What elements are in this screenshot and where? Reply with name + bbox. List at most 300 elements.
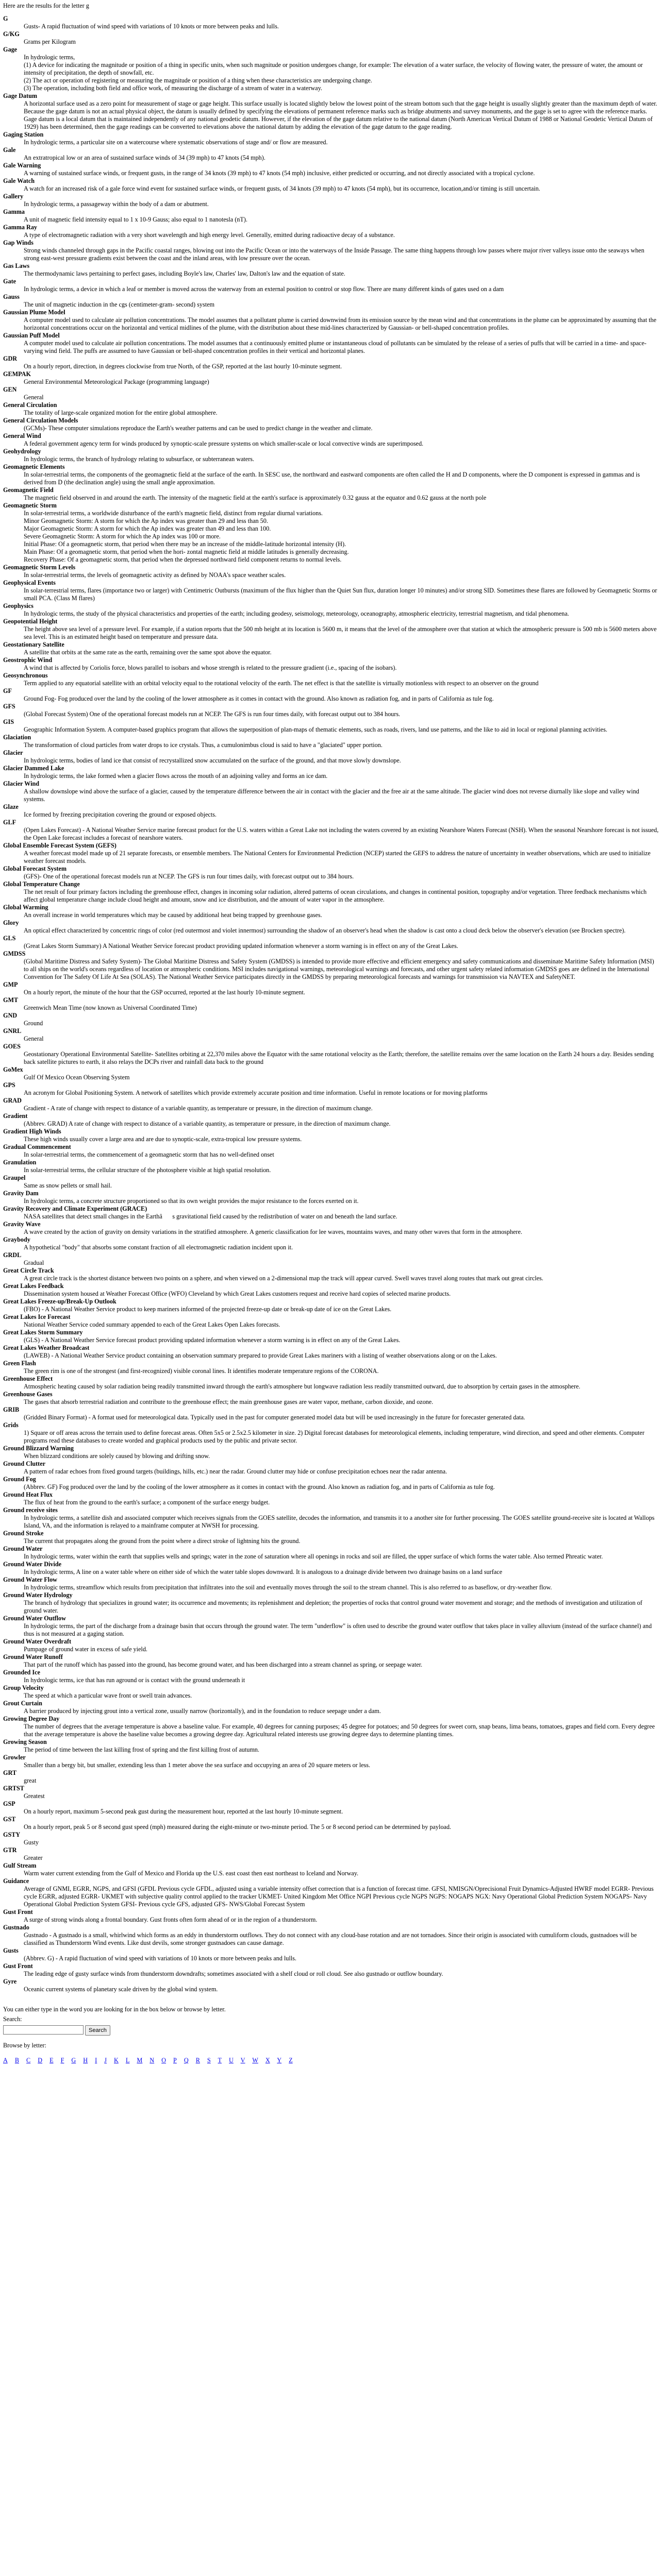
glossary-definition: Ground Fog- Fog produced over the land by the cooling of the lower atmosphere as it comes in contact with the ground. Also known as radiation fog, and in parts of California as tule fog. bbox=[24, 695, 494, 702]
glossary-definition: The period of time between the last killing frost of spring and the first killing frost of autumn. bbox=[24, 1746, 259, 1753]
glossary-entry bbox=[3, 1715, 659, 1738]
glossary-entry bbox=[3, 1754, 659, 1769]
glossary-definition: In solar-terrestrial terms, the components of the geomagnetic field at the surface of the earth. In SESC use, the northward and eastward components are often called the H and D components, where the D component is expressed in gammas and is derived from D (the declination angle) using the small angle approximation. bbox=[24, 471, 640, 486]
glossary-entry bbox=[3, 146, 659, 162]
glossary-definition: The unit of magnetic induction in the cgs (centimeter-gram- second) system bbox=[24, 301, 215, 308]
glossary-definition: General bbox=[24, 1035, 44, 1042]
glossary-term: GoMex bbox=[3, 1066, 23, 1073]
glossary-entry bbox=[3, 1561, 659, 1576]
results-intro: Here are the results for the letter g bbox=[3, 2, 89, 9]
glossary-definition: An extratropical low or an area of sustained surface winds of 34 (39 mph) to 47 knots (54 mph). bbox=[24, 154, 266, 161]
glossary-definition: Geographic Information System. A computer-based graphics program that allows the superposition of plan-maps of thematic elements, such as roads, rivers, land use patterns, and the like to aid in local or regional planning activities. bbox=[24, 726, 607, 733]
glossary-definition: great bbox=[24, 1777, 37, 1784]
glossary-entry bbox=[3, 1576, 659, 1591]
glossary-term: Ground Water bbox=[3, 1545, 43, 1552]
glossary-term: Glory bbox=[3, 919, 19, 926]
letter-link-v[interactable]: V bbox=[240, 2057, 245, 2064]
glossary-definition: (Abbrev. G) - A rapid fluctuation of wind speed with variations of 10 knots or more between peaks and lulls. bbox=[24, 1955, 296, 1962]
glossary-definition: (Gridded Binary Format) - A format used for meteorological data. Typically used in the past for computer generated model data but will be used increasingly in the future for forecaster generated data. bbox=[24, 1414, 525, 1421]
glossary-definition: Ice formed by freezing precipitation covering the ground or exposed objects. bbox=[24, 811, 217, 818]
glossary-definition: (Global Forecast System) One of the operational forecast models run at NCEP. The GFS is run four times daily, with forecast output out to 384 hours. bbox=[24, 710, 401, 718]
glossary-definition: The number of degrees that the average temperature is above a baseline value. For example, 40 degrees for canning purposes; 45 degree for potatoes; and 50 degrees for sweet corn, snap beans, lima beans, tomatoes, grapes and field corn. Every degree that the average temperature is above the baseline value becomes a growing degree day. Agricultural related interests use growing degree days to determine planting times. bbox=[24, 1723, 655, 1738]
glossary-term: GF bbox=[3, 687, 12, 694]
glossary-entry bbox=[3, 803, 659, 819]
glossary-term: Geopotential Height bbox=[3, 618, 58, 625]
glossary-term: Gulf Stream bbox=[3, 1862, 37, 1869]
glossary-term: GSP bbox=[3, 1800, 15, 1807]
glossary-term: Great Lakes Storm Summary bbox=[3, 1329, 83, 1336]
glossary-term: G/KG bbox=[3, 30, 20, 38]
glossary-term: Gaging Station bbox=[3, 131, 44, 138]
glossary-term: Gyre bbox=[3, 1978, 17, 1985]
glossary-term: Grids bbox=[3, 1421, 19, 1429]
glossary-term: Glacier Wind bbox=[3, 780, 40, 787]
glossary-entry bbox=[3, 448, 659, 463]
glossary-definition: In hydrologic terms, streamflow which results from precipitation that infiltrates into the soil and eventually moves through the soil to the stream channel. This is also referred to as baseflow, or dry-weather flow. bbox=[24, 1584, 552, 1591]
glossary-entry bbox=[3, 1097, 659, 1112]
glossary-term: GNRL bbox=[3, 1027, 22, 1035]
glossary-term: Geohydrology bbox=[3, 448, 41, 455]
glossary-entry bbox=[3, 1908, 659, 1924]
letter-link-q[interactable]: Q bbox=[184, 2057, 189, 2064]
glossary-term: Gas Laws bbox=[3, 262, 30, 269]
letter-link-z[interactable]: Z bbox=[289, 2057, 293, 2064]
letter-link-f[interactable]: F bbox=[60, 2057, 64, 2064]
glossary-definition: (LAWEB) - A National Weather Service product containing an observation summary prepared to provide Great Lakes mariners with a listing of weather observations along or on the Lakes. bbox=[24, 1352, 497, 1359]
glossary-definition: The transformation of cloud particles from water drops to ice crystals. Thus, a cumulonimbus cloud is said to have a "glaciated" upper portion. bbox=[24, 741, 383, 749]
glossary-term: Geomagnetic Storm bbox=[3, 502, 57, 509]
glossary-term: Gravity Dam bbox=[3, 1190, 39, 1197]
glossary-entry bbox=[3, 293, 659, 309]
glossary-entry bbox=[3, 1406, 659, 1421]
glossary-definition: The current that propagates along the ground from the point where a direct stroke of lightning hits the ground. bbox=[24, 1537, 301, 1545]
glossary-entry bbox=[3, 1615, 659, 1638]
glossary-entry bbox=[3, 1785, 659, 1800]
glossary-entry bbox=[3, 486, 659, 502]
glossary-entry bbox=[3, 734, 659, 749]
glossary-entry bbox=[3, 865, 659, 880]
glossary-term: GRIB bbox=[3, 1406, 20, 1413]
glossary-entry bbox=[3, 1491, 659, 1506]
glossary-term: Ground Water Overdraft bbox=[3, 1638, 72, 1645]
glossary-entry bbox=[3, 1081, 659, 1097]
letter-link-w[interactable]: W bbox=[252, 2057, 258, 2064]
glossary-definition: An optical effect characterized by concentric rings of color (red outermost and violet innermost) surrounding the shadow of an observer's head when the shadow is cast onto a cloud deck below the observer's elevation (see Brocken spectre). bbox=[24, 927, 626, 934]
glossary-term: Ground Heat Flux bbox=[3, 1491, 53, 1498]
glossary-entry bbox=[3, 278, 659, 293]
glossary-definition: A great circle track is the shortest distance between two points on a sphere, and when viewed on a 2-dimensional map the track will appear curved. Swell waves travel along routes that mark out great circles. bbox=[24, 1275, 543, 1282]
glossary-definition: A horizontal surface used as a zero point for measurement of stage or gage height. This surface usually is located slightly below the lowest point of the stream bottom such that the gage height is usually slightly greater than the maximum depth of water. Because the gage datum is not an actual physical object, the datum is usually defined by specifying the elevations of permanent reference marks such as bridge abutments and survey monuments, and the gage is set to agree with the reference marks. Gage datum is a local datum that is maintained independently of any national geodetic datum. However, if the elevation of the gage datum relative to the national datum (North American Vertical Datum of 1988 or National Geodetic Vertical Datum of 1929) has been determined, then the gage readings can be converted to elevations above the national datum by adding the elevation of the gage datum to the gage reading. bbox=[24, 100, 657, 130]
glossary-term: Geomagnetic Elements bbox=[3, 463, 65, 470]
glossary-term: Gradient bbox=[3, 1112, 28, 1120]
glossary-term: Gale bbox=[3, 146, 16, 154]
glossary-entry bbox=[3, 981, 659, 996]
glossary-term: Ground Clutter bbox=[3, 1460, 46, 1467]
glossary-entry bbox=[3, 30, 659, 46]
glossary-entry bbox=[3, 162, 659, 177]
glossary-definition: Oceanic current systems of planetary scale driven by the global wind system. bbox=[24, 1986, 218, 1993]
glossary-definition: In solar-terrestrial terms, flares (importance two or larger) with Centimetric Outbursts (maximum of the flux higher than the Quiet Sun flux, duration longer 10 minutes) and/or strong SID. Sometimes these flares are followed by Geomagnetic Storms or small PCA. (Class M flares) bbox=[24, 587, 657, 602]
glossary-entry bbox=[3, 1877, 659, 1908]
glossary-term: Graupel bbox=[3, 1174, 26, 1181]
glossary-term: GRT bbox=[3, 1769, 16, 1776]
glossary-entry bbox=[3, 1375, 659, 1391]
glossary-definition: Gulf Of Mexico Ocean Observing System bbox=[24, 1074, 130, 1081]
letter-link-k[interactable]: K bbox=[114, 2057, 119, 2064]
glossary-entry bbox=[3, 1460, 659, 1476]
glossary-entry bbox=[3, 1298, 659, 1313]
glossary-term: GMP bbox=[3, 981, 18, 988]
glossary-term: Gamma bbox=[3, 208, 25, 215]
glossary-definition: These high winds usually cover a large area and are due to synoptic-scale, extra-tropical low pressure systems. bbox=[24, 1136, 302, 1143]
glossary-definition: In hydrologic terms, the branch of hydrology relating to subsurface, or subterranean waters. bbox=[24, 455, 255, 463]
glossary-entry bbox=[3, 1313, 659, 1329]
glossary-entry bbox=[3, 1962, 659, 1978]
glossary-term: Geomagnetic Storm Levels bbox=[3, 564, 76, 571]
glossary-definition: The totality of large-scale organized motion for the entire global atmosphere. bbox=[24, 409, 218, 416]
glossary-definition: The green rim is one of the strongest (and first-recognized) visible coronal lines. It identifies moderate temperature regions of the CORONA. bbox=[24, 1367, 379, 1375]
glossary-term: GIS bbox=[3, 718, 14, 725]
browse-label: Browse by letter: bbox=[3, 2042, 46, 2049]
glossary-entry bbox=[3, 919, 659, 935]
search-section bbox=[3, 2006, 659, 2064]
glossary-term: Group Velocity bbox=[3, 1684, 44, 1691]
glossary-term: Gradual Commencement bbox=[3, 1143, 71, 1150]
glossary-definition: In solar-terrestrial terms, the commencement of a geomagnetic storm that has no well-defined onset bbox=[24, 1151, 274, 1158]
glossary-term: Gustnado bbox=[3, 1924, 29, 1931]
glossary-term: Grounded Ice bbox=[3, 1669, 40, 1676]
glossary-term: Ground Water Hydrology bbox=[3, 1591, 73, 1599]
letter-link-g[interactable]: G bbox=[71, 2057, 76, 2064]
letter-link-j[interactable]: J bbox=[104, 2057, 107, 2064]
glossary-definition: In hydrologic terms, the study of the physical characteristics and properties of the earth; including geodesy, seismology, meteorology, oceanography, atmospheric electricity, terrestrial magnetism, and tidal phenomena. bbox=[24, 610, 569, 617]
letter-link-h[interactable]: H bbox=[83, 2057, 88, 2064]
glossary-definition: The net result of four primary factors including the greenhouse effect, changes in incoming solar radiation, altered patterns of ocean circulations, and changes in continental position, topography and/or vegetation. Three feedback mechanisms which affect global temperature change include cloud height and amount, snow and ice distribution, and the amount of water vapor in the atmosphere. bbox=[24, 888, 647, 903]
glossary-term: Greenhouse Gases bbox=[3, 1391, 53, 1398]
glossary-term: Global Warming bbox=[3, 904, 48, 911]
letter-link-b[interactable]: B bbox=[14, 2057, 19, 2064]
glossary-definition: The leading edge of gusty surface winds from thunderstorm downdrafts; sometimes associated with a shelf cloud or roll cloud. See also gustnado or outflow boundary. bbox=[24, 1970, 443, 1977]
glossary-entry bbox=[3, 579, 659, 602]
glossary-entry bbox=[3, 1236, 659, 1251]
glossary-term: Glacier Dammed Lake bbox=[3, 765, 64, 772]
glossary-entry bbox=[3, 1221, 659, 1236]
glossary-entry bbox=[3, 193, 659, 208]
glossary-entry bbox=[3, 904, 659, 919]
glossary-entry bbox=[3, 1205, 659, 1221]
glossary-entry bbox=[3, 463, 659, 486]
glossary-entry bbox=[3, 672, 659, 687]
glossary-entry bbox=[3, 239, 659, 262]
glossary-entry bbox=[3, 262, 659, 278]
glossary-definition: The branch of hydrology that specializes in ground water; its occurrence and movements; its replenishment and depletion; the properties of rocks that control ground water movement and storage; and the methods of investigation and utilization of ground water. bbox=[24, 1599, 642, 1614]
glossary-entry bbox=[3, 1282, 659, 1298]
letter-link-i[interactable]: I bbox=[95, 2057, 97, 2064]
glossary-definition: A computer model used to calculate air pollution concentrations. The model assumes that a pollutant plume is carried downwind from its emission source by the mean wind and that concentrations in the plume can be approximated by assuming that the horizontal concentrations occur on the horizontal and vertical midlines of the plume, with the distribution about these mid-lines characterized by Gaussian- or bell-shaped concentration profiles. bbox=[24, 316, 657, 331]
glossary-entry bbox=[3, 1846, 659, 1862]
letter-link-p[interactable]: P bbox=[173, 2057, 177, 2064]
letter-link-x[interactable]: X bbox=[265, 2057, 270, 2064]
glossary-term: GRTST bbox=[3, 1785, 24, 1792]
glossary-definition: On a hourly report, maximum 5-second peak gust during the measurement hour, reported at the last hourly 10-minute segment. bbox=[24, 1808, 343, 1815]
glossary-term: Gale Warning bbox=[3, 162, 41, 169]
glossary-definition: In hydrologic terms, a concrete structure proportioned so that its own weight provides the major resistance to the forces exerted on it. bbox=[24, 1197, 359, 1205]
glossary-definition: On a hourly report, the minute of the hour that the GSP occurred, reported at the last hourly 10-minute segment. bbox=[24, 989, 305, 996]
glossary-definition: Greatest bbox=[24, 1792, 45, 1800]
glossary-definition: Gusts- A rapid fluctuation of wind speed with variations of 10 knots or more between peaks and lulls. bbox=[24, 23, 279, 30]
glossary-term: Global Forecast System bbox=[3, 865, 67, 872]
glossary-definition: Geostationary Operational Environmental Satellite- Satellites orbiting at 22,370 miles above the Equator with the same rotational velocity as the Earth; therefore, the satellite remains over the same location on the Earth 24 hours a day. Besides sending back satellite pictures to earth, it also relays the DCPs river and rainfall data back to the ground bbox=[24, 1050, 654, 1065]
glossary-entry bbox=[3, 1684, 659, 1700]
glossary-entry bbox=[3, 842, 659, 865]
glossary-term: Growing Degree Day bbox=[3, 1715, 60, 1722]
glossary-term: Great Circle Track bbox=[3, 1267, 54, 1274]
glossary-term: Geosynchronous bbox=[3, 672, 48, 679]
glossary-entry bbox=[3, 208, 659, 224]
glossary-definition: Strong winds channeled through gaps in the Pacific coastal ranges, blowing out into the Pacific Ocean or into the waterways of the Inside Passage. The same thing happens through low passes where major river valleys issue onto the seaways when strong east-west pressure gradients exist between the coast and the inland areas, with low pressure over the ocean. bbox=[24, 247, 644, 262]
glossary-definition: On a hourly report, peak 5 or 8 second gust speed (mph) measured during the eight-minute or two-minute period. The 5 or 8 second period can be determined by payload. bbox=[24, 1823, 451, 1831]
glossary-term: Glacier bbox=[3, 749, 23, 756]
glossary-term: GMDSS bbox=[3, 950, 26, 957]
glossary-entry bbox=[3, 749, 659, 765]
glossary-definition: A computer model used to calculate air pollution concentrations. The model assumes that a continuously emitted plume or instantaneous cloud of pollutants can be simulated by the release of a series of puffs that will be carried in a time- and space-varying wind field. The puffs are assumed to have Gaussian or bell-shaped concentration profiles in their vertical and horizontal planes. bbox=[24, 340, 647, 354]
glossary-definition: In hydrologic terms, the part of the discharge from a drainage basin that occurs through the ground water. The term "underflow" is often used to describe the ground water outflow that takes place in valley alluvium (instead of the surface channel) and thus is not measured at a gaging station. bbox=[24, 1622, 652, 1637]
glossary-entry bbox=[3, 1267, 659, 1282]
letter-link-y[interactable]: Y bbox=[277, 2057, 282, 2064]
glossary-term: GTR bbox=[3, 1846, 17, 1854]
glossary-term: Gap Winds bbox=[3, 239, 34, 246]
glossary-definition: A hypothetical "body" that absorbs some constant fraction of all electromagnetic radiation incident upon it. bbox=[24, 1244, 293, 1251]
letter-link-c[interactable]: C bbox=[26, 2057, 31, 2064]
glossary-definition: That part of the runoff which has passed into the ground, has become ground water, and has been discharged into a stream channel as spring, or seepage water. bbox=[24, 1661, 423, 1668]
glossary-definition: In hydrologic terms, a satellite dish and associated computer which receives signals from the GOES satellite, decodes the information, and transmits it to a another site for further processing. The GOES satellite ground-receive site is located at Wallops Island, VA, and the information is relayed to a mainframe computer at NWSH for processing. bbox=[24, 1514, 655, 1529]
letter-link-e[interactable]: E bbox=[49, 2057, 54, 2064]
glossary-entry bbox=[3, 718, 659, 734]
glossary-entry bbox=[3, 703, 659, 718]
glossary-entry bbox=[3, 1421, 659, 1445]
glossary-definition: A wind that is affected by Coriolis force, blows parallel to isobars and whose strength is related to the pressure gradient (i.e., spacing of the isobars). bbox=[24, 664, 397, 671]
glossary-entry bbox=[3, 1128, 659, 1143]
glossary-entry bbox=[3, 502, 659, 564]
glossary-term: Gage bbox=[3, 46, 18, 53]
glossary-entry bbox=[3, 432, 659, 448]
letter-link-l[interactable]: L bbox=[125, 2057, 130, 2064]
glossary-term: Ground Blizzard Warning bbox=[3, 1445, 74, 1452]
glossary-term: Gate bbox=[3, 278, 16, 285]
glossary-definition: A surge of strong winds along a frontal boundary. Gust fronts often form ahead of or in the region of a thunderstorm. bbox=[24, 1916, 318, 1923]
glossary-term: Glaze bbox=[3, 803, 19, 810]
glossary-definition: Atmospheric heating caused by solar radiation being readily transmitted inward through the earth's atmosphere but longwave radiation less readily transmitted outward, due to absorption by certain gases in the atmosphere. bbox=[24, 1383, 581, 1390]
letter-link-a[interactable]: A bbox=[3, 2057, 8, 2064]
glossary-entry bbox=[3, 1344, 659, 1360]
glossary-term: GLS bbox=[3, 935, 16, 942]
glossary-entry bbox=[3, 1978, 659, 1993]
glossary-term: Ground Water Divide bbox=[3, 1561, 62, 1568]
glossary-entry bbox=[3, 417, 659, 432]
glossary-entry bbox=[3, 1112, 659, 1128]
glossary-term: Geophysical Events bbox=[3, 579, 56, 586]
glossary-definition: General Environmental Meteorological Package (programming language) bbox=[24, 378, 209, 385]
glossary-definition: In hydrologic terms, bodies of land ice that consist of recrystallized snow accumulated on the surface of the ground, and that move slowly downslope. bbox=[24, 757, 401, 764]
glossary-entry bbox=[3, 780, 659, 803]
glossary-entry bbox=[3, 1669, 659, 1684]
glossary-entry bbox=[3, 687, 659, 703]
glossary-entry bbox=[3, 618, 659, 641]
glossary-definition: The height above sea level of a pressure level. For example, if a station reports that the 500 mb height at its location is 5600 m, it means that the level of the atmosphere over that station at which the atmospheric pressure is 500 mb is 5600 meters above sea level. This is an estimated height based on temperature and pressure data. bbox=[24, 625, 657, 640]
glossary-definition: Pumpage of ground water in excess of safe yield. bbox=[24, 1646, 147, 1653]
letter-link-r[interactable]: R bbox=[195, 2057, 200, 2064]
glossary-entry bbox=[3, 1027, 659, 1043]
glossary-term: Global Ensemble Forecast System (GEFS) bbox=[3, 842, 117, 849]
glossary-entry bbox=[3, 1506, 659, 1530]
search-input[interactable] bbox=[3, 2025, 84, 2035]
glossary-term: Ground Water Flow bbox=[3, 1576, 57, 1583]
glossary-definition: (GLS) - A National Weather Service forecast product providing updated information whenever a storm warning is in effect on any of the Great Lakes. bbox=[24, 1336, 401, 1344]
glossary-entry bbox=[3, 131, 659, 146]
glossary-definition: In hydrologic terms, ice that has run aground or is contact with the ground underneath it bbox=[24, 1676, 245, 1684]
glossary-entry bbox=[3, 1174, 659, 1190]
glossary-entry bbox=[3, 564, 659, 579]
glossary-term: Gust Front bbox=[3, 1908, 33, 1916]
glossary-definition: The flux of heat from the ground to the earth's surface; a component of the surface energy budget. bbox=[24, 1499, 270, 1506]
glossary-definition: (Abbrev. GRAD) A rate of change with respect to distance of a variable quantity, as temperature or pressure, in the direction of maximum change. bbox=[24, 1120, 391, 1127]
glossary-entry bbox=[3, 92, 659, 131]
glossary-entry bbox=[3, 1159, 659, 1174]
glossary-term: Glaciation bbox=[3, 734, 31, 741]
glossary-term: Graybody bbox=[3, 1236, 30, 1243]
glossary-definition: A barrier produced by injecting grout into a vertical zone, usually narrow (horizontally), and in the foundation to reduce seepage under a dam. bbox=[24, 1707, 381, 1715]
glossary-term: General Circulation bbox=[3, 401, 57, 409]
glossary-definition: In hydrologic terms, (1) A device for indicating the magnitude or position of a thing in specific units, when such magnitude or position undergoes change, for example: The elevation of a water surface, the velocity of flowing water, the pressure of water, the amount or intensity of precipitation, the depth of snowfall, etc. (2) The act or operation of registering or measuring the magnitude or position of a thing when these characteristics are undergoing change. (3) The operation, including both field and office work, of measuring the discharge of a stream of water in a waterway. bbox=[24, 54, 643, 92]
glossary-term: Gusts bbox=[3, 1947, 19, 1954]
glossary-definition: In hydrologic terms, A line on a water table where on either side of which the water table slopes downward. It is analogous to a drainage divide between two drainage basins on a land surface bbox=[24, 1568, 502, 1575]
glossary-entry bbox=[3, 1143, 659, 1159]
glossary-entry bbox=[3, 1329, 659, 1344]
glossary-term: General Circulation Models bbox=[3, 417, 78, 424]
glossary-definition: In solar-terrestrial terms, the cellular structure of the photosphere visible at high spatial resolution. bbox=[24, 1166, 271, 1174]
glossary-term: GOES bbox=[3, 1043, 21, 1050]
glossary-term: Gaussian Puff Model bbox=[3, 332, 60, 339]
glossary-entry bbox=[3, 996, 659, 1012]
glossary-term: Geostationary Satellite bbox=[3, 641, 64, 648]
glossary-definition: NASA satellites that detect small changes in the Earthâs gravitational field caused by the redistribution of water on and beneath the land surface. bbox=[24, 1213, 398, 1220]
glossary-term: Green Flash bbox=[3, 1360, 36, 1367]
letter-link-u[interactable]: U bbox=[229, 2057, 234, 2064]
glossary-term: GMT bbox=[3, 996, 19, 1004]
search-button[interactable]: Search bbox=[85, 2025, 110, 2036]
glossary-definition: Same as snow pellets or small hail. bbox=[24, 1182, 112, 1189]
letter-link-s[interactable]: S bbox=[207, 2057, 211, 2064]
glossary-definition: An acronym for Global Positioning System. A network of satellites which provide extremely accurate position and time information. Useful in remote locations or for moving platforms bbox=[24, 1089, 488, 1096]
glossary-entry bbox=[3, 641, 659, 656]
glossary-definition: (Global Maritime Distress and Safety System)- The Global Maritime Distress and Safety System (GMDSS) is intended to provide more effective and efficient emergency and safety communications and disseminate Maritime Safety Information (MSI) to all ships on the world's oceans regardless of location or atmospheric conditions. MSI includes navigational warnings, meteorological warnings and forecasts, and other urgent safety related information GMDSS goes are defined in the International Convention for The Safety Of Life At Sea (SOLAS). The National Weather Service participates directly in the GMDSS by preparing meteorological forecasts and warnings for transmission via NAVTEX and SafetyNET. bbox=[24, 958, 654, 980]
glossary-entry bbox=[3, 1638, 659, 1653]
glossary-definition: (Great Lakes Storm Summary) A National Weather Service forecast product providing updated information whenever a storm warning is in effect on any of the Great Lakes. bbox=[24, 942, 458, 950]
glossary-definition: General bbox=[24, 394, 44, 401]
glossary-term: GSTY bbox=[3, 1831, 21, 1838]
glossary-term: Granulation bbox=[3, 1159, 37, 1166]
glossary-definition: (GFS)- One of the operational forecast models run at NCEP. The GFS is run four times daily, with forecast output out to 384 hours. bbox=[24, 873, 354, 880]
letter-link-t[interactable]: T bbox=[218, 2057, 222, 2064]
glossary-definition: A pattern of radar echoes from fixed ground targets (buildings, hills, etc.) near the radar. Ground clutter may hide or confuse precipitation echoes near the radar antenna. bbox=[24, 1468, 448, 1475]
glossary-definition: Ground bbox=[24, 1020, 43, 1027]
glossary-entry bbox=[3, 1066, 659, 1081]
glossary-definition: Greenwich Mean Time (now known as Universal Coordinated Time) bbox=[24, 1004, 197, 1011]
glossary-entry bbox=[3, 332, 659, 355]
glossary-term: GPS bbox=[3, 1081, 15, 1089]
glossary-entry bbox=[3, 224, 659, 239]
letter-link-n[interactable]: N bbox=[150, 2057, 155, 2064]
glossary-entry bbox=[3, 1831, 659, 1846]
letter-link-m[interactable]: M bbox=[137, 2057, 143, 2064]
glossary-definition: Gusty bbox=[24, 1839, 39, 1846]
glossary-definition: A shallow downslope wind above the surface of a glacier, caused by the temperature difference between the air in contact with the glacier and the free air at the same altitude. The glacier wind does not reverse diurnally like slope and valley wind systems. bbox=[24, 788, 639, 803]
glossary-entry bbox=[3, 1816, 659, 1831]
glossary-definition: The thermodynamic laws pertaining to perfect gases, including Boyle's law, Charles' law, Dalton's law and the equation of state. bbox=[24, 270, 345, 277]
glossary-entry bbox=[3, 1012, 659, 1027]
glossary-definition: (Abbrev. GF) Fog produced over the land by the cooling of the lower atmosphere as it comes in contact with the ground. Also known as radiation fog, and in parts of California as tule fog. bbox=[24, 1483, 495, 1490]
glossary-definition: Gustnado - A gustnado is a small, whirlwind which forms as an eddy in thunderstorm outflows. They do not connect with any cloud-base rotation and are not tornadoes. Since their origin is associated with cumuliform clouds, gustnadoes will be classified as Thunderstorm Wind events. Like dust devils, some stronger gustnadoes can cause damage. bbox=[24, 1931, 637, 1946]
glossary-term: GDR bbox=[3, 355, 18, 362]
glossary-definition: A satellite that orbits at the same rate as the earth, remaining over the same spot above the equator. bbox=[24, 649, 272, 656]
glossary-term: Geomagnetic Field bbox=[3, 486, 54, 494]
glossary-definition: Gradual bbox=[24, 1259, 44, 1266]
glossary-term: GRDL bbox=[3, 1251, 22, 1259]
glossary-definition: Smaller than a bergy bit, but smaller, extending less than 1 meter above the sea surface and occupying an area of 20 square meters or less. bbox=[24, 1761, 371, 1769]
glossary-term: Geophysics bbox=[3, 602, 34, 609]
glossary-entry bbox=[3, 880, 659, 904]
glossary-definition: In solar-terrestrial terms, the levels of geomagnetic activity as defined by NOAA's space weather scales. bbox=[24, 571, 286, 579]
glossary-term: Great Lakes Feedback bbox=[3, 1282, 64, 1290]
glossary-entry bbox=[3, 1800, 659, 1816]
glossary-definition: The gases that absorb terrestrial radiation and contribute to the greenhouse effect; the main greenhouse gases are water vapor, methane, carbon dioxide, and ozone. bbox=[24, 1398, 434, 1405]
glossary-entry bbox=[3, 1530, 659, 1545]
glossary-definition: 1) Square or off areas across the terrain used to define forecast areas. Often 5x5 or 2.5x2.5 kilometer in size. 2) Digital forecast databases for meteorological elements, including temperature, wind direction, and speed and other elements. Computer programs read these databases to create worded and graphical products used by the public and private sector. bbox=[24, 1429, 644, 1444]
glossary-entry bbox=[3, 1251, 659, 1267]
glossary-definition: Greater bbox=[24, 1854, 43, 1861]
glossary-entry bbox=[3, 309, 659, 332]
glossary-entry bbox=[3, 1769, 659, 1785]
glossary-definition: On a hourly report, direction, in degrees clockwise from true North, of the GSP, reported at the last hourly 10-minute segment. bbox=[24, 363, 342, 370]
glossary-entry bbox=[3, 950, 659, 981]
letter-link-o[interactable]: O bbox=[161, 2057, 166, 2064]
glossary-entry bbox=[3, 15, 659, 30]
letter-link-d[interactable]: D bbox=[38, 2057, 43, 2064]
glossary-entry bbox=[3, 602, 659, 618]
glossary-entry bbox=[3, 656, 659, 672]
glossary-entry bbox=[3, 1862, 659, 1877]
glossary-term: Guidance bbox=[3, 1877, 29, 1885]
glossary-term: Gale Watch bbox=[3, 177, 35, 184]
glossary-term: Growler bbox=[3, 1754, 26, 1761]
glossary-entry bbox=[3, 1591, 659, 1615]
glossary-definition: (Open Lakes Forecast) - A National Weather Service marine forecast product for the U.S. waters within a Great Lake not including the waters covered by an existing Nearshore Waters Forecast (NSH). When the seasonal Nearshore forecast is not issued, the Open Lake forecast includes a forecast of nearshore waters. bbox=[24, 826, 659, 841]
glossary-term: Gauss bbox=[3, 293, 20, 300]
glossary-definition: A weather forecast model made up of 21 separate forecasts, or ensemble members. The National Centers for Environmental Prediction (NCEP) started the GEFS to address the nature of uncertainty in weather observations, which are used to initialize weather forecast models. bbox=[24, 850, 651, 865]
glossary-definition: The magnetic field observed in and around the earth. The intensity of the magnetic field at the earth's surface is approximately 0.32 gauss at the equator and 0.62 gauss at the north pole bbox=[24, 494, 487, 501]
glossary-term: Growing Season bbox=[3, 1738, 47, 1745]
glossary-term: Gradient High Winds bbox=[3, 1128, 61, 1135]
glossary-term: Geostrophic Wind bbox=[3, 656, 53, 664]
glossary-entry bbox=[3, 1445, 659, 1460]
glossary-entry bbox=[3, 46, 659, 92]
glossary-definition: A unit of magnetic field intensity equal to 1 x 10-9 Gauss; also equal to 1 nanotesla (nT). bbox=[24, 216, 247, 223]
glossary-term: GST bbox=[3, 1816, 16, 1823]
glossary-entry bbox=[3, 355, 659, 370]
glossary-entry bbox=[3, 765, 659, 780]
glossary-entry bbox=[3, 1947, 659, 1962]
glossary-entry bbox=[3, 1391, 659, 1406]
